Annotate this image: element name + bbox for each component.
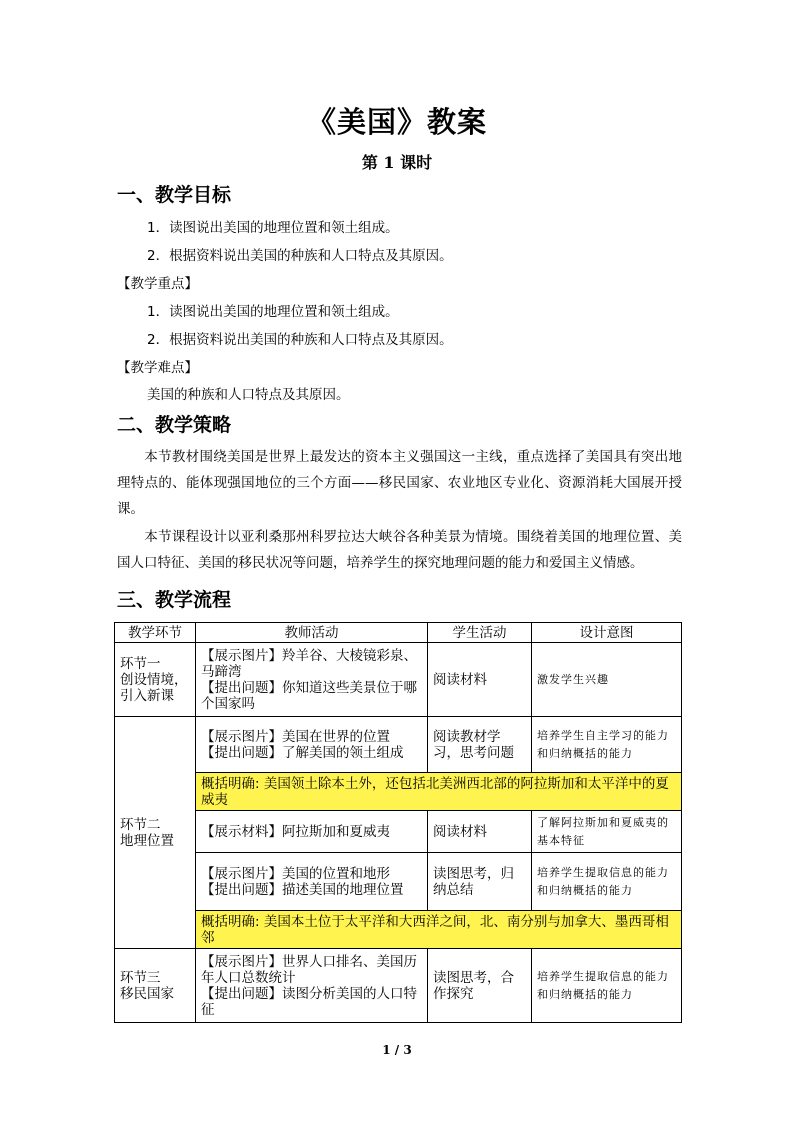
intent-cell: 激发学生兴趣 [532,643,682,717]
teacher-cell: 【展示图片】世界人口排名、美国历年人口总数统计 【提出问题】读图分析美国的人口特征 [196,949,428,1023]
key-points-label: 【教学重点】 [117,276,198,292]
table-row [115,853,682,911]
student-cell: 读图思考，归纳总结 [428,853,532,911]
section-heading-goals: 一、教学目标 [117,184,232,206]
teacher-cell: 【展示图片】美国在世界的位置 【提出问题】了解美国的领土组成 [196,717,428,773]
teacher-cell: 【展示图片】美国的位置和地形 【提出问题】描述美国的地理位置 [196,853,428,911]
student-cell: 阅读材料 [428,811,532,853]
header-teacher: 教师活动 [196,623,428,643]
student-cell: 读图思考，合作探究 [428,949,532,1023]
page-number: 1 / 3 [382,1043,412,1057]
lesson-subtitle: 第 1 课时 [361,153,433,172]
goal-item: 1．读图说出美国的地理位置和领土组成。 [147,220,399,236]
difficulty-label: 【教学难点】 [117,360,198,376]
key-point-item: 1．读图说出美国的地理位置和领土组成。 [147,304,399,320]
table-row [115,643,682,717]
difficulty-text: 美国的种族和人口特点及其原因。 [147,387,350,403]
section-heading-strategy: 二、教学策略 [117,414,232,436]
strategy-paragraph-2: 本节课程设计以亚利桑那州科罗拉达大峡谷各种美景为情境。围绕着美国的地理位置、美国人口特征、美国的移民状况等问题，培养学生的探究地理问题的能力和爱国主义情感。 [117,529,682,571]
intent-cell: 培养学生自主学习的能力和归纳概括的能力 [532,717,682,773]
student-cell: 阅读教材学习，思考问题 [428,717,532,773]
table-row [115,949,682,1023]
strategy-paragraph-1: 本节教材围绕美国是世界上最发达的资本主义强国这一主线，重点选择了美国具有突出地理特点的、能体现强国地位的三个方面——移民国家、农业地区专业化、资源消耗大国展开授课。 [117,449,682,517]
header-student: 学生活动 [428,623,532,643]
stage-cell: 环节二 地理位置 [115,717,196,949]
summary-row [115,773,682,811]
table-header-row [115,623,682,643]
page-title: 《美国》教案 [306,105,487,139]
teacher-cell: 【展示材料】阿拉斯加和夏威夷 [196,811,428,853]
teacher-cell: 【展示图片】羚羊谷、大棱镜彩泉、马蹄湾 【提出问题】你知道这些美景位于哪个国家吗 [196,643,428,717]
intent-cell: 培养学生提取信息的能力和归纳概括的能力 [532,949,682,1023]
key-point-item: 2．根据资料说出美国的种族和人口特点及其原因。 [147,332,453,348]
stage-cell: 环节三 移民国家 [115,949,196,1023]
table-row [115,717,682,773]
header-intent: 设计意图 [532,623,682,643]
section-heading-flow: 三、教学流程 [117,589,232,611]
intent-cell: 了解阿拉斯加和夏威夷的基本特征 [532,811,682,853]
table-row [115,811,682,853]
stage-cell: 环节一 创设情境，引入新课 [115,643,196,717]
intent-cell: 培养学生提取信息的能力和归纳概括的能力 [532,853,682,911]
summary-row [115,911,682,949]
teaching-flow-table [114,622,682,1023]
header-stage: 教学环节 [115,623,196,643]
summary-cell: 概括明确: 美国领土除本土外，还包括北美洲西北部的阿拉斯加和太平洋中的夏威夷 [196,773,682,811]
summary-cell: 概括明确: 美国本土位于太平洋和大西洋之间，北、南分别与加拿大、墨西哥相邻 [196,911,682,949]
student-cell: 阅读材料 [428,643,532,717]
goal-item: 2．根据资料说出美国的种族和人口特点及其原因。 [147,248,453,264]
